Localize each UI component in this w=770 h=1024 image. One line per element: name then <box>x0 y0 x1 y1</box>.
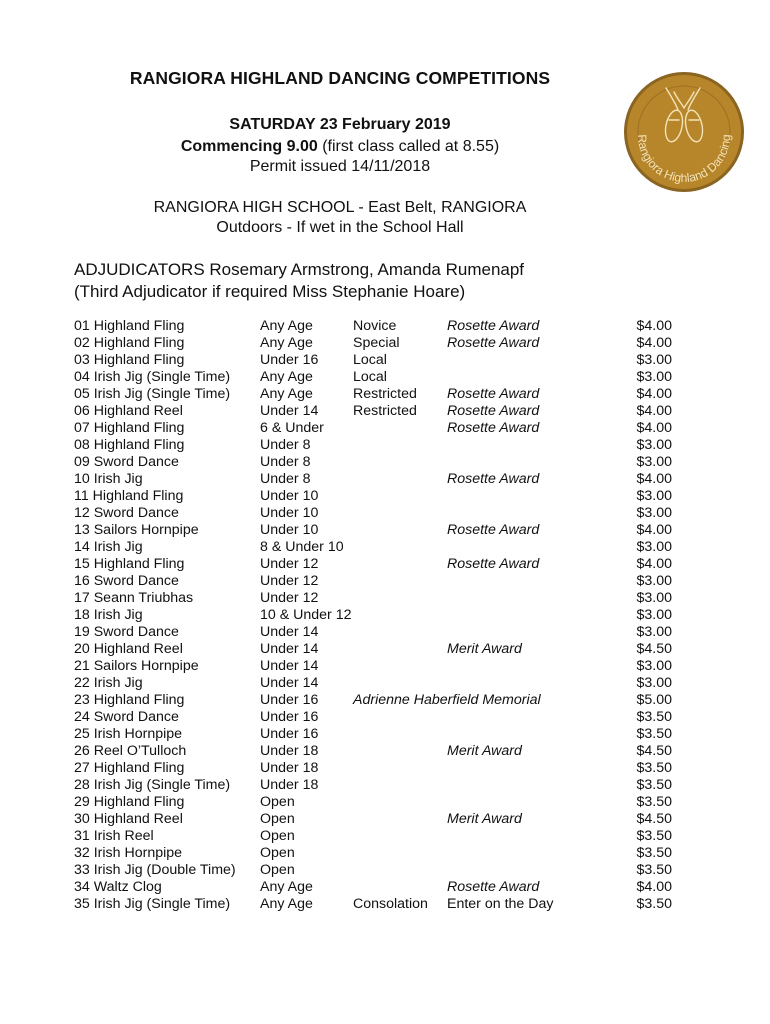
event-name: 12 Sword Dance <box>74 505 179 521</box>
event-name: 32 Irish Hornpipe <box>74 845 183 861</box>
commencing-time: Commencing 9.00 <box>180 138 318 155</box>
event-age-group: Any Age <box>260 386 313 402</box>
event-name: 23 Highland Fling <box>74 692 185 708</box>
event-name: 25 Irish Hornpipe <box>74 726 183 742</box>
event-fee: $3.50 <box>636 828 672 844</box>
event-row <box>74 726 674 743</box>
event-name: 26 Reel O’Tulloch <box>74 743 187 759</box>
event-row <box>74 811 674 828</box>
commencing-line <box>0 137 680 157</box>
event-award: Enter on the Day <box>447 896 554 912</box>
third-adjudicator-line: (Third Adjudicator if required Miss Stephanie Hoare) <box>74 282 466 301</box>
event-name: 17 Seann Triubhas <box>74 590 194 606</box>
event-name: 11 Highland Fling <box>74 488 184 504</box>
event-name: 08 Highland Fling <box>74 437 185 453</box>
event-fee: $3.00 <box>636 607 672 623</box>
event-fee: $3.00 <box>636 454 672 470</box>
event-fee: $4.00 <box>636 403 672 419</box>
event-name: 16 Sword Dance <box>74 573 179 589</box>
event-age-group: Under 16 <box>260 692 319 708</box>
event-fee: $3.00 <box>636 437 672 453</box>
event-award: Rosette Award <box>447 335 540 351</box>
event-fee: $3.00 <box>636 539 672 555</box>
event-row <box>74 590 674 607</box>
event-row <box>74 573 674 590</box>
event-age-group: Under 16 <box>260 709 319 725</box>
event-name: 10 Irish Jig <box>74 471 143 487</box>
event-age-group: Under 18 <box>260 777 319 793</box>
page-title: RANGIORA HIGHLAND DANCING COMPETITIONS <box>129 68 551 88</box>
event-fee: $5.00 <box>636 692 672 708</box>
event-fee: $3.00 <box>636 488 672 504</box>
event-age-group: 6 & Under <box>260 420 324 436</box>
event-row <box>74 454 674 471</box>
club-logo <box>622 70 746 194</box>
event-row <box>74 335 674 352</box>
event-name: 20 Highland Reel <box>74 641 183 657</box>
event-fee: $3.00 <box>636 658 672 674</box>
event-row <box>74 539 674 556</box>
event-award: Rosette Award <box>447 879 540 895</box>
event-row <box>74 760 674 777</box>
event-name: 31 Irish Reel <box>74 828 154 844</box>
event-age-group: Under 14 <box>260 675 319 691</box>
event-fee: $4.00 <box>636 420 672 436</box>
event-name: 05 Irish Jig (Single Time) <box>74 386 231 402</box>
event-award: Merit Award <box>447 811 522 827</box>
event-award: Rosette Award <box>447 386 540 402</box>
event-age-group: Open <box>260 845 295 861</box>
logo-text: Rangiora Highland Dancing <box>634 133 734 186</box>
event-age-group: 10 & Under 12 <box>260 607 352 623</box>
event-age-group: Under 12 <box>260 590 319 606</box>
event-name: 19 Sword Dance <box>74 624 179 640</box>
event-fee: $4.00 <box>636 522 672 538</box>
event-fee: $3.00 <box>636 505 672 521</box>
event-award: Rosette Award <box>447 420 540 436</box>
event-fee: $4.00 <box>636 556 672 572</box>
event-fee: $4.00 <box>636 386 672 402</box>
event-name: 34 Waltz Clog <box>74 879 162 895</box>
event-fee: $3.50 <box>636 896 672 912</box>
event-age-group: Under 14 <box>260 624 319 640</box>
event-fee: $4.00 <box>636 879 672 895</box>
event-age-group: Under 16 <box>260 352 319 368</box>
event-age-group: Any Age <box>260 335 313 351</box>
event-row <box>74 607 674 624</box>
event-category: Consolation <box>353 896 428 912</box>
event-name: 14 Irish Jig <box>74 539 143 555</box>
event-fee: $4.00 <box>636 318 672 334</box>
event-age-group: Under 18 <box>260 743 319 759</box>
event-name: 30 Highland Reel <box>74 811 183 827</box>
event-category: Special <box>353 335 400 351</box>
event-row <box>74 318 674 335</box>
event-row <box>74 675 674 692</box>
event-age-group: Open <box>260 811 295 827</box>
weather-line: Outdoors - If wet in the School Hall <box>216 219 464 236</box>
event-row <box>74 794 674 811</box>
permit-line: Permit issued 14/11/2018 <box>249 158 431 175</box>
event-award: Merit Award <box>447 641 522 657</box>
event-name: 33 Irish Jig (Double Time) <box>74 862 236 878</box>
event-fee: $3.50 <box>636 777 672 793</box>
event-age-group: Under 8 <box>260 437 311 453</box>
event-award: Rosette Award <box>447 471 540 487</box>
event-age-group: Under 10 <box>260 522 319 538</box>
event-age-group: Under 14 <box>260 403 319 419</box>
event-fee: $3.50 <box>636 862 672 878</box>
event-fee: $3.50 <box>636 760 672 776</box>
event-fee: $3.50 <box>636 726 672 742</box>
event-fee: $4.50 <box>636 641 672 657</box>
event-row <box>74 624 674 641</box>
event-fee: $3.00 <box>636 624 672 640</box>
event-fee: $3.00 <box>636 573 672 589</box>
event-age-group: Open <box>260 828 295 844</box>
event-row <box>74 505 674 522</box>
event-row <box>74 641 674 658</box>
event-category: Local <box>353 352 387 368</box>
event-category: Restricted <box>353 386 417 402</box>
event-age-group: Under 10 <box>260 488 319 504</box>
event-name: 06 Highland Reel <box>74 403 183 419</box>
event-row <box>74 777 674 794</box>
event-row <box>74 352 674 369</box>
event-age-group: Under 12 <box>260 556 319 572</box>
event-category: Restricted <box>353 403 417 419</box>
event-age-group: 8 & Under 10 <box>260 539 344 555</box>
event-fee: $4.00 <box>636 335 672 351</box>
event-award: Rosette Award <box>447 556 540 572</box>
event-fee: $3.00 <box>636 352 672 368</box>
event-row <box>74 420 674 437</box>
event-name: 28 Irish Jig (Single Time) <box>74 777 231 793</box>
event-age-group: Any Age <box>260 369 313 385</box>
event-row <box>74 658 674 675</box>
event-row <box>74 437 674 454</box>
event-age-group: Any Age <box>260 318 313 334</box>
event-age-group: Any Age <box>260 896 313 912</box>
event-name: 02 Highland Fling <box>74 335 185 351</box>
event-name: 04 Irish Jig (Single Time) <box>74 369 231 385</box>
event-fee: $4.00 <box>636 471 672 487</box>
event-row <box>74 743 674 760</box>
event-fee: $3.00 <box>636 369 672 385</box>
event-name: 09 Sword Dance <box>74 454 179 470</box>
event-award: Rosette Award <box>447 403 540 419</box>
event-age-group: Under 14 <box>260 658 319 674</box>
event-row <box>74 879 674 896</box>
event-age-group: Open <box>260 862 295 878</box>
event-row <box>74 692 674 709</box>
event-row <box>74 386 674 403</box>
commencing-note: (first class called at 8.55) <box>317 138 500 155</box>
event-fee: $4.50 <box>636 811 672 827</box>
event-row <box>74 403 674 420</box>
event-row <box>74 828 674 845</box>
event-name: 21 Sailors Hornpipe <box>74 658 199 674</box>
event-age-group: Under 12 <box>260 573 319 589</box>
venue-line: RANGIORA HIGH SCHOOL - East Belt, RANGIORA <box>153 199 527 216</box>
date-line: SATURDAY 23 February 2019 <box>229 116 451 133</box>
event-row <box>74 845 674 862</box>
event-row <box>74 556 674 573</box>
event-category: Novice <box>353 318 397 334</box>
event-name: 13 Sailors Hornpipe <box>74 522 199 538</box>
event-award: Merit Award <box>447 743 522 759</box>
event-name: 29 Highland Fling <box>74 794 185 810</box>
event-fee: $3.00 <box>636 590 672 606</box>
event-name: 15 Highland Fling <box>74 556 185 572</box>
event-age-group: Open <box>260 794 295 810</box>
event-row <box>74 369 674 386</box>
event-name: 22 Irish Jig <box>74 675 143 691</box>
event-fee: $3.50 <box>636 845 672 861</box>
adjudicators-line: ADJUDICATORS Rosemary Armstrong, Amanda Rumenapf <box>74 260 525 279</box>
event-name: 24 Sword Dance <box>74 709 179 725</box>
event-age-group: Under 16 <box>260 726 319 742</box>
event-row <box>74 709 674 726</box>
event-age-group: Under 8 <box>260 454 311 470</box>
event-age-group: Under 18 <box>260 760 319 776</box>
event-award: Rosette Award <box>447 318 540 334</box>
event-age-group: Under 14 <box>260 641 319 657</box>
event-fee: $4.50 <box>636 743 672 759</box>
event-row <box>74 471 674 488</box>
event-name: 27 Highland Fling <box>74 760 185 776</box>
event-category: Local <box>353 369 387 385</box>
event-name: 03 Highland Fling <box>74 352 185 368</box>
event-name: 35 Irish Jig (Single Time) <box>74 896 231 912</box>
event-category: Adrienne Haberfield Memorial <box>353 692 541 708</box>
event-name: 07 Highland Fling <box>74 420 185 436</box>
event-row <box>74 522 674 539</box>
event-name: 18 Irish Jig <box>74 607 143 623</box>
event-list <box>74 318 674 913</box>
event-fee: $3.00 <box>636 675 672 691</box>
event-age-group: Under 10 <box>260 505 319 521</box>
event-age-group: Any Age <box>260 879 313 895</box>
event-age-group: Under 8 <box>260 471 311 487</box>
event-row <box>74 862 674 879</box>
event-row <box>74 896 674 913</box>
event-name: 01 Highland Fling <box>74 318 185 334</box>
event-fee: $3.50 <box>636 794 672 810</box>
event-row <box>74 488 674 505</box>
event-fee: $3.50 <box>636 709 672 725</box>
event-award: Rosette Award <box>447 522 540 538</box>
